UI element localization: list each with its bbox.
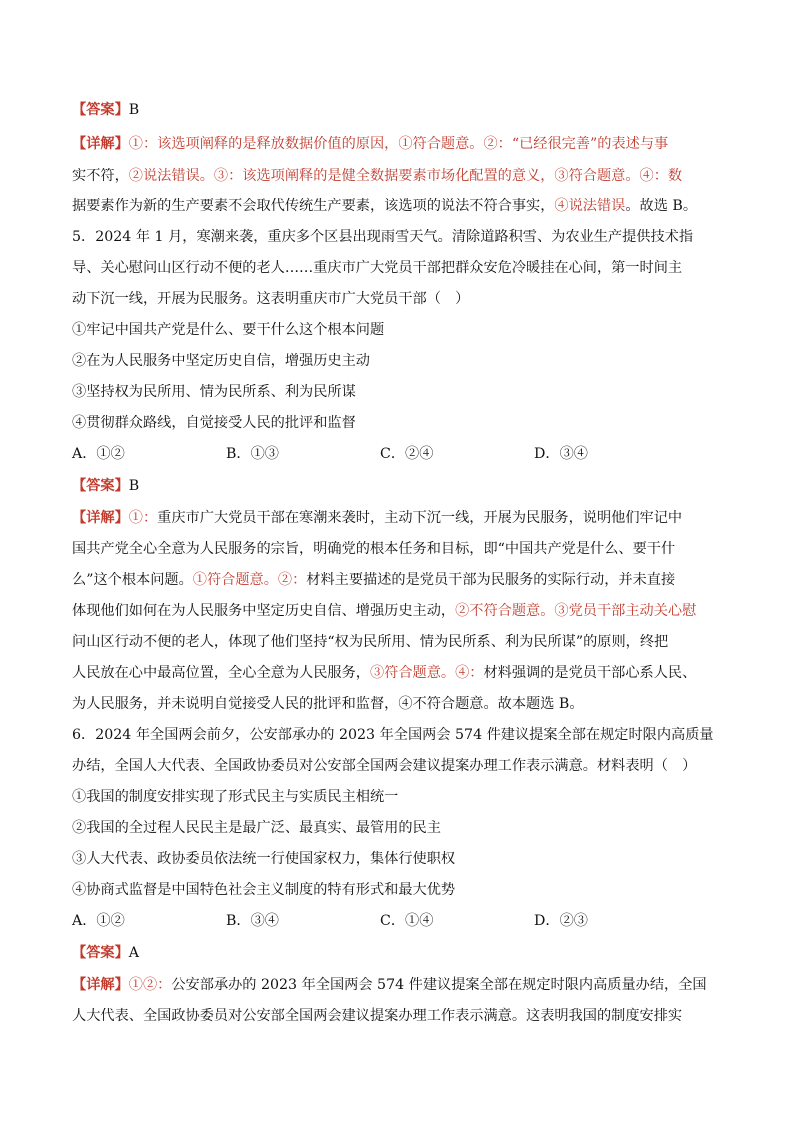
option-c: C．②④ (380, 446, 434, 462)
detail-line (72, 663, 732, 683)
question-item: ③坚持权为民所用、情为民所系、利为民所谋 (72, 384, 356, 400)
detail-text: 据要素作为新的生产要素不会取代传统生产要素，该选项的说法不符合事实， (72, 198, 555, 214)
detail-text: 公安部承办的 2023 年全国两会 574 件建议提案全部在规定时限内高质量办结，全国 (171, 977, 707, 993)
question-item: ①牢记中国共产党是什么、要干什么这个根本问题 (72, 322, 385, 338)
option-a: A．①② (72, 913, 125, 929)
question-item: ④协商式监督是中国特色社会主义制度的特有形式和最大优势 (72, 882, 456, 898)
question-stem: 6．2024 年全国两会前夕，公安部承办的 2023 年全国两会 574 件建议提案全部在规定时限内高质量 (72, 727, 714, 743)
detail-text: ③符合题意。④： (369, 665, 484, 681)
question-item: ②我国的全过程人民民主是最广泛、最真实、最管用的民主 (72, 820, 441, 836)
answer-line (72, 100, 732, 120)
detail-text: 材料强调的是党员干部心系人民、 (483, 665, 697, 681)
answer-line (72, 943, 732, 963)
detail-label: 【详解】 (72, 136, 129, 152)
question-item: ③人大代表、政协委员依法统一行使国家权力，集体行使职权 (72, 851, 456, 867)
question-stem: 办结，全国人大代表、全国政协委员对公安部全国两会建议提案办理工作表示满意。材料表明（ ） (72, 758, 697, 774)
detail-text: ④说法错误 (554, 198, 626, 214)
answer-label: 【答案】 (72, 478, 129, 494)
detail-text: ①： (128, 510, 158, 526)
detail-text: 实不符， (72, 168, 129, 184)
detail-line: 为人民服务，并未说明自觉接受人民的批评和监督，④不符合题意。故本题选 B。 (72, 696, 584, 712)
answer-value: A (128, 945, 140, 961)
answer-value: B (128, 102, 140, 118)
option-b: B．③④ (226, 913, 279, 929)
detail-text: 重庆市广大党员干部在寒潮来袭时，主动下沉一线，开展为民服务，说明他们牢记中 (157, 510, 683, 526)
detail-line (72, 196, 732, 216)
detail-line (72, 134, 732, 154)
detail-text: ②说法错误。③：该选项阐释的是健全数据要素市场化配置的意义，③符合题意。④：数 (128, 168, 683, 184)
detail-line: 国共产党全心全意为人民服务的宗旨，明确党的根本任务和目标，即“中国共产党是什么、要干什 (72, 541, 676, 557)
question-stem: 导、关心慰问山区行动不便的老人……重庆市广大党员干部把群众安危冷暖挂在心间，第一时间主 (72, 260, 683, 276)
detail-text: ②不符合题意。③党员干部主动关心慰 (455, 603, 697, 619)
detail-text: ①②： (128, 977, 172, 993)
answer-value: B (128, 478, 140, 494)
option-d: D．③④ (534, 446, 588, 462)
question-stem: 动下沉一线，开展为民服务。这表明重庆市广大党员干部（ ） (72, 291, 470, 307)
detail-line (72, 601, 732, 621)
detail-line (72, 975, 732, 995)
question-item: ②在为人民服务中坚定历史自信，增强历史主动 (72, 353, 370, 369)
question-stem: 5．2024 年 1 月，寒潮来袭，重庆多个区县出现雨雪天气。清除道路积雪、为农业生产提供技术指 (72, 229, 694, 245)
option-d: D．②③ (534, 913, 588, 929)
detail-label: 【详解】 (72, 510, 129, 526)
answer-label: 【答案】 (72, 102, 129, 118)
detail-line: 问山区行动不便的老人，体现了他们坚持“权为民所用、情为民所系、利为民所谋”的原则，终把 (72, 634, 669, 650)
detail-text: 。故选 B。 (625, 198, 698, 214)
detail-text: ①：该选项阐释的是释放数据价值的原因，①符合题意。②：“已经很完善”的表述与事 (128, 136, 669, 152)
option-a: A．①② (72, 446, 125, 462)
question-item: ④贯彻群众路线，自觉接受人民的批评和监督 (72, 415, 356, 431)
answer-label: 【答案】 (72, 945, 129, 961)
detail-text: 人民放在心中最高位置，全心全意为人民服务， (72, 665, 370, 681)
detail-text: 么”这个根本问题。 (72, 572, 193, 588)
detail-text: ①符合题意。②： (192, 572, 307, 588)
detail-label: 【详解】 (72, 977, 129, 993)
detail-line (72, 508, 732, 528)
option-b: B．①③ (226, 446, 279, 462)
answer-line (72, 476, 732, 496)
option-c: C．①④ (380, 913, 434, 929)
detail-text: 体现他们如何在为人民服务中坚定历史自信、增强历史主动， (72, 603, 456, 619)
detail-line: 人大代表、全国政协委员对公安部全国两会建议提案办理工作表示满意。这表明我国的制度安排实 (72, 1008, 683, 1024)
detail-line (72, 166, 732, 186)
detail-text: 材料主要描述的是党员干部为民服务的实际行动，并未直接 (306, 572, 676, 588)
question-item: ①我国的制度安排实现了形式民主与实质民主相统一 (72, 789, 399, 805)
detail-line (72, 570, 732, 590)
